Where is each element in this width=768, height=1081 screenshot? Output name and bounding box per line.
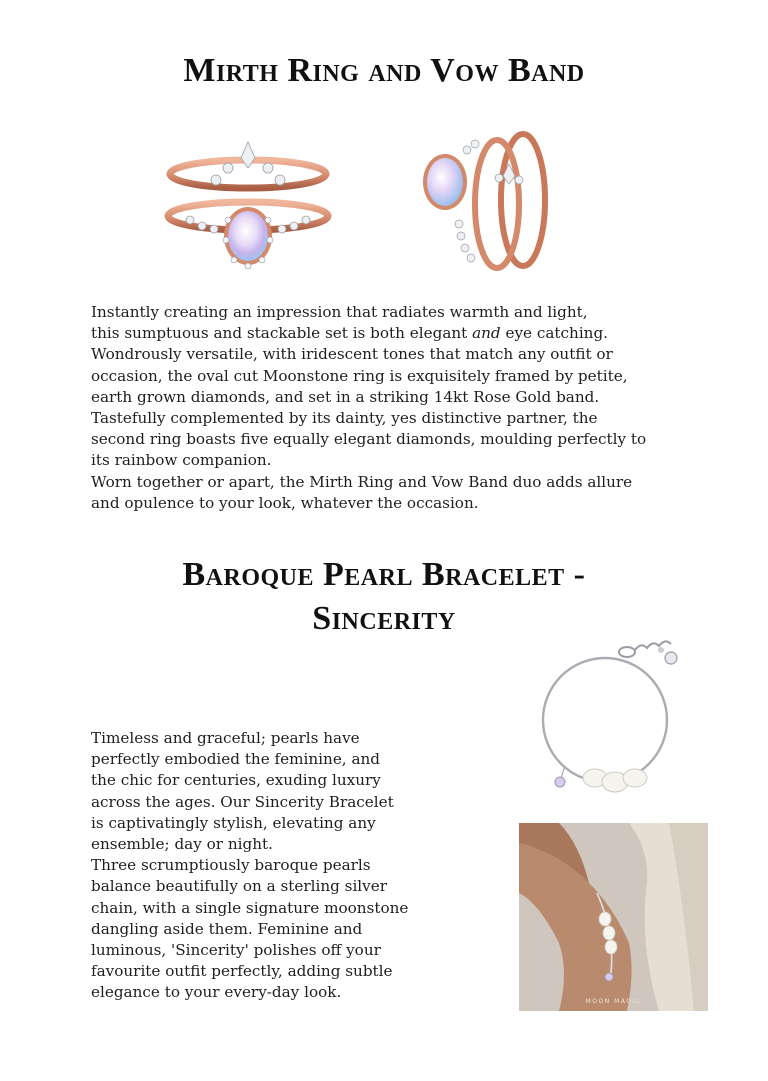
bracelet-worn-illustration [519,823,708,1011]
mirth-line-2: this sumptuous and stackable set is both elegant [91,324,473,343]
ring-stack-illustration [160,128,340,278]
mirth-line-1: Instantly creating an impression that radiates warmth and light, [91,303,588,321]
mirth-line-5: Worn together or apart, the Mirth Ring and Vow Band duo adds allure and opulence to your look, whatever the occasion. [91,472,633,512]
sincerity-paragraph-2: Three scrumptiously baroque pearls balance beautifully on a sterling silver chain, with a single signature moonstone dangling aside them. Feminine and luminous, 'Sincerity' polishes off your favourite outfit perfectly, adding subtle elegance to your every-day look. [91,856,409,1002]
ring-stack-image [160,128,340,278]
section-title-mirth: Mirth Ring and Vow Band [183,52,585,89]
mirth-line-4: Tastefully complemented by its dainty, yes distinctive partner, the second ring boasts five equally elegant diamonds, moulding perfectly to its rainbow companion. [91,409,647,470]
bracelet-illustration [535,628,685,796]
mirth-emphasis: and [472,324,501,343]
mirth-description [91,302,651,514]
sincerity-title-line-2: Sincerity [312,600,456,637]
sincerity-title-line-1: Baroque Pearl Bracelet - [182,556,586,593]
bracelet-product-image [535,628,685,796]
ring-side-image [405,128,555,278]
brand-watermark: MOON MAGIC [585,998,642,1005]
sincerity-paragraph-1: Timeless and graceful; pearls have perfectly embodied the feminine, and the chic for centuries, exuding luxury across the ages. Our Sincerity Bracelet is captivatingly stylish, elevating any ensemble; day or night. [91,729,394,854]
mirth-line-3: eye catching. Wondrously versatile, with iridescent tones that match any outfit or occasion, the oval cut Moonstone ring is exquisitely framed by petite, earth grown diamonds, and set in a striking 14kt Rose Gold band. [91,324,628,406]
ring-side-illustration [405,128,555,278]
sincerity-description [91,728,409,1004]
bracelet-worn-photo [519,823,708,1011]
